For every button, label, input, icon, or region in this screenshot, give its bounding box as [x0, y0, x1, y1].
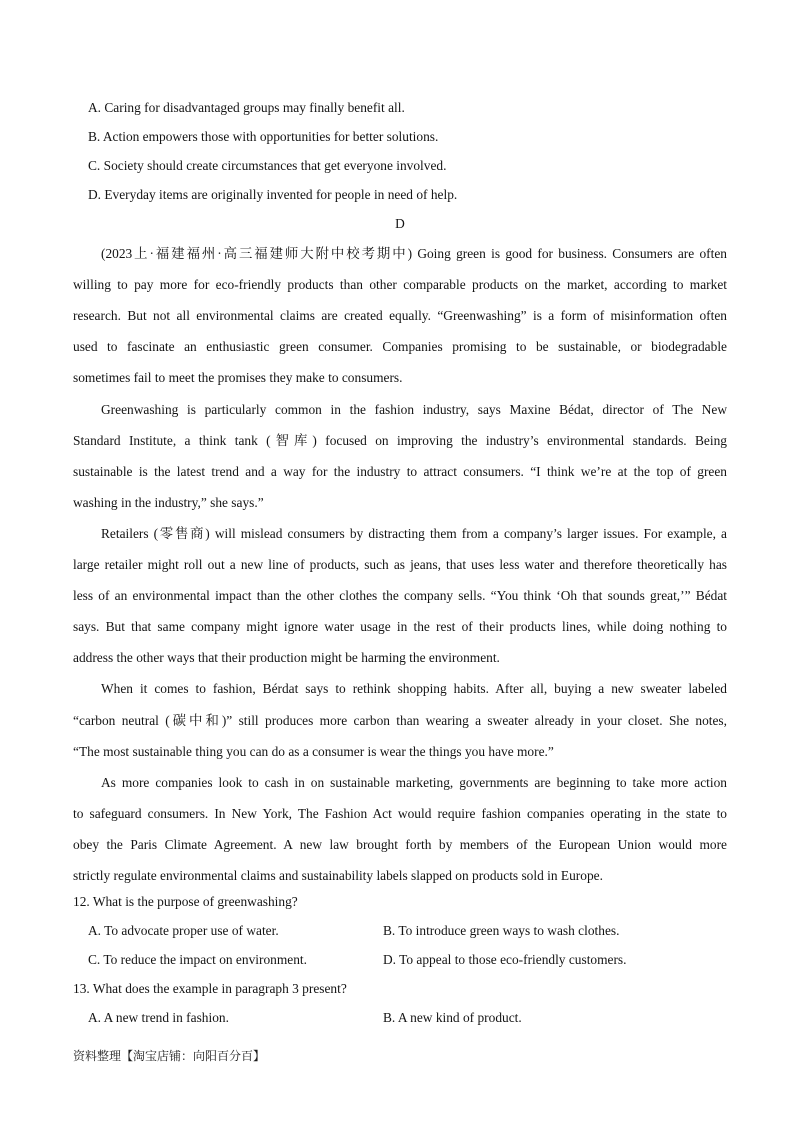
- passage-line: sustainable is the latest trend and a way for the industry to attract consumers. “I think we’re at the top of green: [73, 464, 727, 479]
- passage-line: sometimes fail to meet the promises they make to consumers.: [73, 370, 403, 385]
- passage-line: large retailer might roll out a new line of products, such as jeans, that uses less water and therefore theoretically has: [73, 557, 727, 572]
- passage-line: less of an environmental impact than the other clothes the company sells. “You think ‘Oh that sounds great,’” Bédat: [73, 588, 727, 603]
- passage-line: Retailers (零售商) will mislead consumers by distracting them from a company’s larger issues. For example, a: [101, 526, 727, 541]
- passage-line: Standard Institute, a think tank (智库) focused on improving the industry’s environmental standards. Being: [73, 433, 727, 448]
- passage-line: to safeguard consumers. In New York, The Fashion Act would require fashion companies operating in the state to: [73, 806, 727, 821]
- passage-line: research. But not all environmental claims are created equally. “Greenwashing” is a form of misinformation often: [73, 308, 727, 323]
- footer-source-note: 资料整理【淘宝店铺：向阳百分百】: [73, 1049, 266, 1063]
- passage-line: strictly regulate environmental claims and sustainability labels slapped on products sold in Europe.: [73, 868, 603, 883]
- answer-option: B. A new kind of product.: [383, 1010, 522, 1025]
- passage-line: used to fascinate an enthusiastic green consumer. Companies promising to be sustainable, or biodegradable: [73, 339, 727, 354]
- passage-line: “The most sustainable thing you can do as a consumer is wear the things you have more.”: [73, 744, 554, 759]
- passage-line: “carbon neutral (碳中和)” still produces more carbon than wearing a sweater already in your closet. She notes,: [73, 713, 727, 728]
- passage-line: Greenwashing is particularly common in the fashion industry, says Maxine Bédat, director of The New: [101, 402, 727, 417]
- answer-option: D. Everyday items are originally invented for people in need of help.: [88, 187, 458, 202]
- answer-option: A. Caring for disadvantaged groups may finally benefit all.: [88, 100, 405, 115]
- answer-option: D. To appeal to those eco-friendly customers.: [383, 952, 627, 967]
- passage-line: As more companies look to cash in on sustainable marketing, governments are beginning to take more action: [101, 775, 727, 790]
- answer-option: C. Society should create circumstances that get everyone involved.: [88, 158, 447, 173]
- passage-line: address the other ways that their production might be harming the environment.: [73, 650, 500, 665]
- question-stem: 13. What does the example in paragraph 3 present?: [73, 981, 347, 996]
- passage-line: (2023上·福建福州·高三福建师大附中校考期中) Going green is good for business. Consumers are often: [101, 246, 727, 261]
- answer-option: A. To advocate proper use of water.: [88, 923, 279, 938]
- question-stem: 12. What is the purpose of greenwashing?: [73, 894, 298, 909]
- answer-option: A. A new trend in fashion.: [88, 1010, 229, 1025]
- passage-line: willing to pay more for eco-friendly products than other comparable products on the market, according to market: [73, 277, 727, 292]
- passage-line: When it comes to fashion, Bérdat says to rethink shopping habits. After all, buying a new sweater labeled: [101, 681, 727, 696]
- answer-option: C. To reduce the impact on environment.: [88, 952, 307, 967]
- passage-line: says. But that same company might ignore water usage in the rest of their products lines, while doing nothing to: [73, 619, 727, 634]
- section-label: D: [395, 216, 405, 231]
- passage-line: washing in the industry,” she says.”: [73, 495, 264, 510]
- answer-option: B. Action empowers those with opportunities for better solutions.: [88, 129, 439, 144]
- answer-option: B. To introduce green ways to wash clothes.: [383, 923, 620, 938]
- passage-line: obey the Paris Climate Agreement. A new law brought forth by members of the European Union would more: [73, 837, 727, 852]
